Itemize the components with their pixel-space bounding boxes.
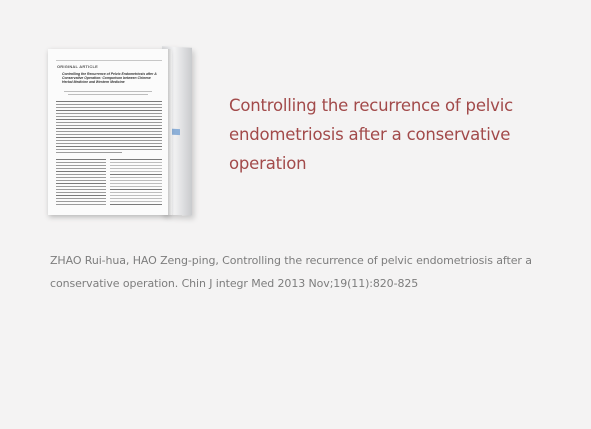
page-text-line — [56, 192, 106, 193]
page-text-line — [56, 146, 162, 147]
page-text-line — [56, 198, 106, 199]
page-text-line — [56, 159, 106, 160]
page-text-line — [56, 168, 106, 169]
page-header-rule — [56, 60, 162, 61]
page-text-line — [56, 119, 162, 120]
page-text-line — [56, 110, 162, 111]
page-text-line — [110, 183, 162, 184]
journal-front-page — [48, 49, 169, 215]
page-text-line — [56, 162, 106, 163]
page-article-title: Controlling the Recurrence of Pelvic Endometriosis after A Conservative Operation: Comparison between Chinese Herbal Medicine and Western Medicine — [62, 72, 157, 84]
page-text-line — [110, 171, 162, 172]
page-text-line — [56, 195, 106, 196]
page-text-line — [56, 149, 162, 150]
page-text-line — [110, 204, 162, 205]
page-text-line — [56, 122, 162, 123]
page-text-line — [56, 140, 162, 141]
page-text-line — [110, 177, 162, 178]
journal-thumbnail[interactable] — [44, 45, 214, 220]
page-text-line — [56, 189, 106, 190]
page-section-label: ORIGINAL ARTICLE — [57, 64, 98, 69]
page-text-line — [110, 189, 162, 190]
page-text-line — [56, 174, 106, 175]
page-text-line — [68, 94, 148, 95]
page-text-line — [110, 186, 162, 187]
page-text-line — [110, 162, 162, 163]
page-text-line — [56, 137, 162, 138]
page-text-line — [110, 180, 162, 181]
page-text-line — [56, 177, 106, 178]
page-text-line — [56, 107, 162, 108]
page-text-line — [56, 116, 162, 117]
page-text-line — [56, 113, 162, 114]
page-text-line — [110, 192, 162, 193]
page-text-line — [64, 91, 152, 92]
article-citation: ZHAO Rui-hua, HAO Zeng-ping, Controlling the recurrence of pelvic endometriosis after a conservative operation. Chin J integr Med 2013 Nov;19(11):820-825 — [50, 254, 532, 290]
page-text-line — [110, 159, 162, 160]
page-text-line — [56, 134, 162, 135]
page-text-line — [56, 152, 122, 153]
page-text-line — [56, 201, 106, 202]
article-title[interactable]: Controlling the recurrence of pelvic endometriosis after a conservative operation — [229, 96, 513, 173]
page-text-line — [110, 201, 162, 202]
page-text-line — [56, 131, 162, 132]
page-text-line — [110, 174, 162, 175]
page-text-line — [56, 204, 106, 205]
page-text-line — [56, 171, 106, 172]
page-text-line — [56, 165, 106, 166]
page-text-line — [56, 101, 162, 102]
page-text-line — [56, 183, 106, 184]
page-text-line — [56, 104, 162, 105]
page-text-line — [56, 128, 162, 129]
page-text-line — [110, 168, 162, 169]
page-text-line — [56, 125, 162, 126]
page-text-line — [56, 180, 106, 181]
page-text-line — [56, 186, 106, 187]
page-text-line — [110, 195, 162, 196]
page-text-line — [56, 143, 162, 144]
page-text-line — [110, 165, 162, 166]
page-text-line — [110, 198, 162, 199]
